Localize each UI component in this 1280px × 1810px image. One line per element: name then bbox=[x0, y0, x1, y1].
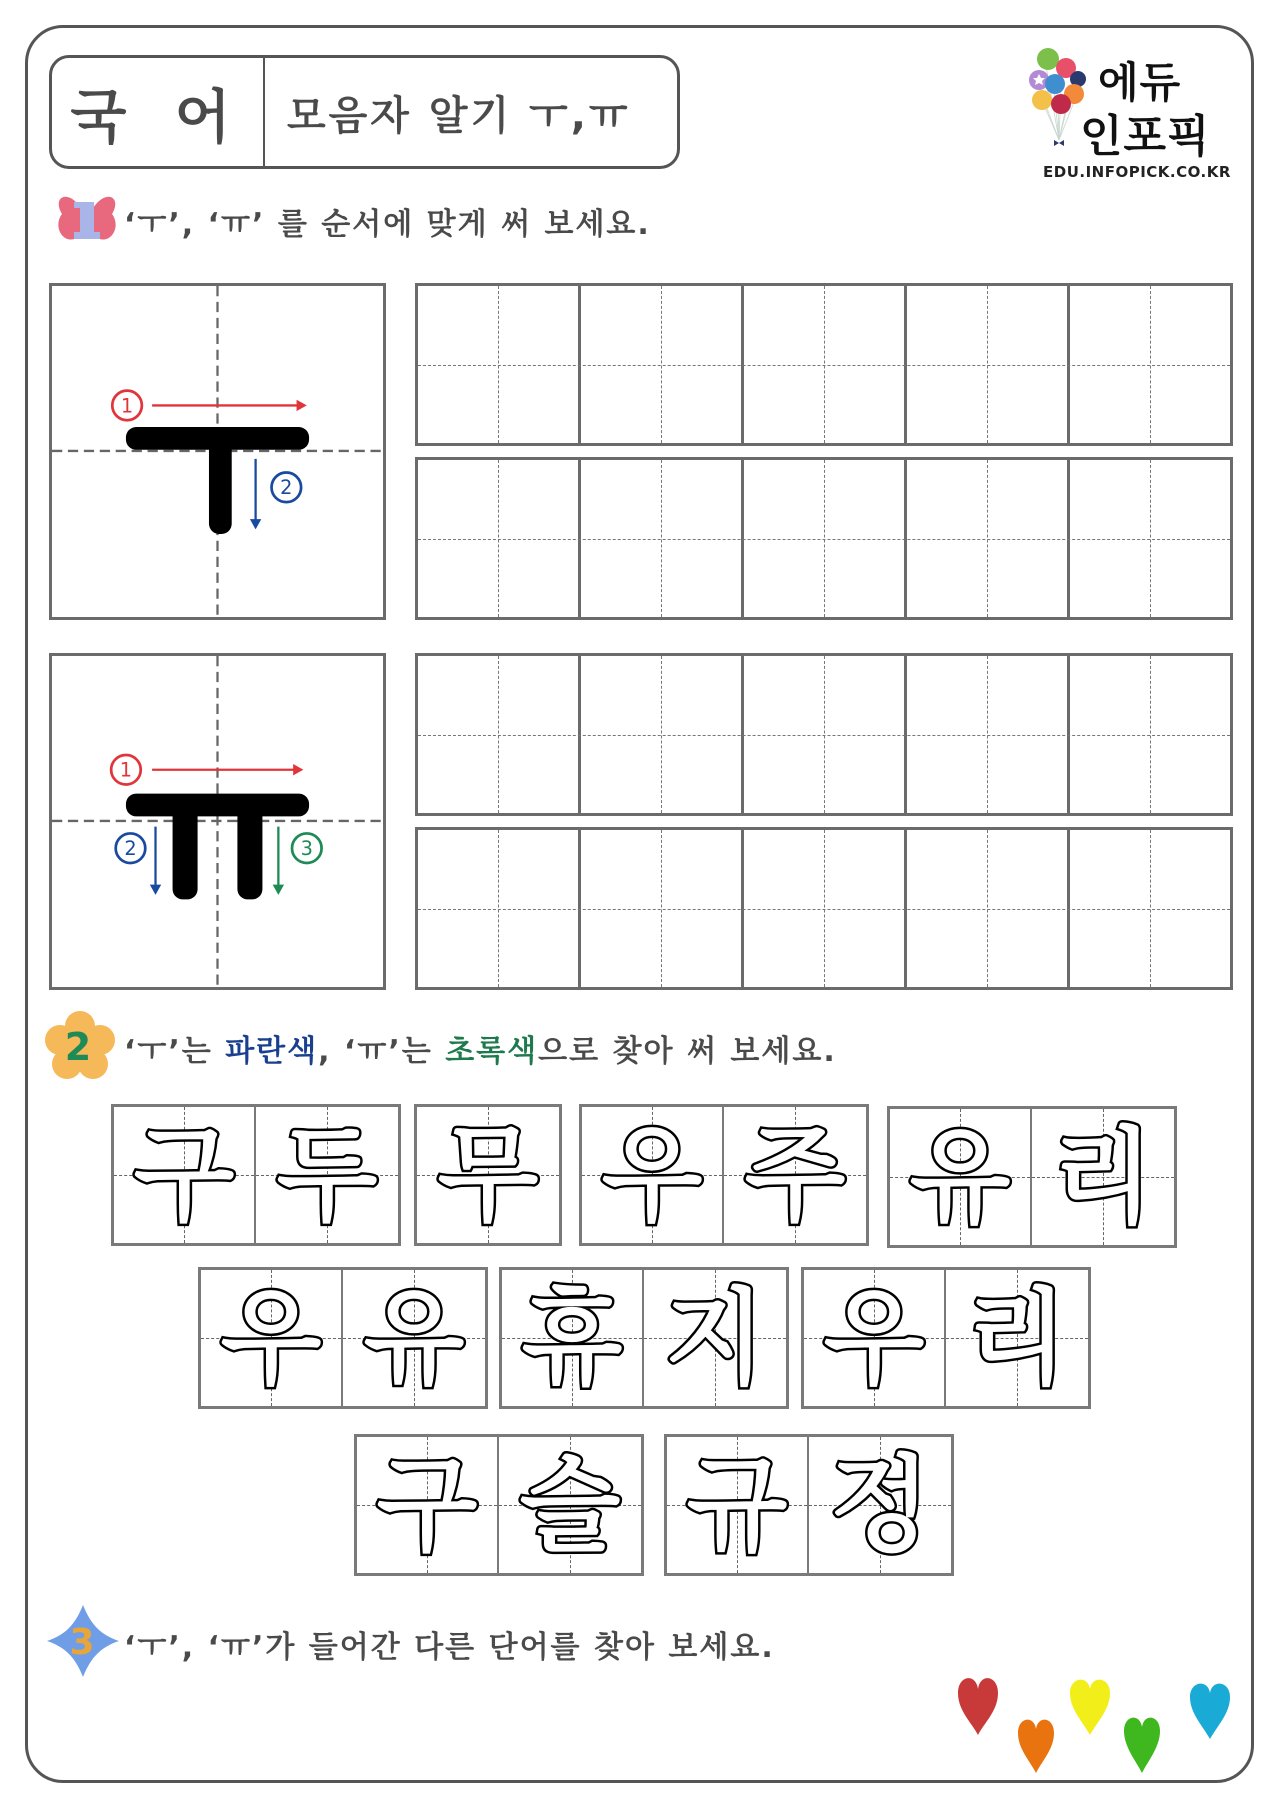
word-card[interactable] bbox=[664, 1434, 954, 1576]
logo-url: EDU.INFOPICK.CO.KR bbox=[1043, 163, 1231, 181]
blue-color-word: 파란색 bbox=[225, 1034, 319, 1069]
word-card[interactable] bbox=[801, 1267, 1091, 1409]
outline-char: 무 bbox=[437, 1114, 539, 1236]
word-char-cell[interactable] bbox=[1032, 1109, 1174, 1245]
logo-text-infopick: 인포픽 bbox=[1080, 111, 1211, 162]
practice-cell[interactable] bbox=[907, 286, 1070, 443]
title-box bbox=[49, 55, 680, 169]
word-char-cell[interactable] bbox=[343, 1270, 485, 1406]
practice-grid-yu-row-2[interactable] bbox=[415, 827, 1233, 990]
outline-char: 구 bbox=[133, 1114, 235, 1236]
subject-title: 국 어 bbox=[52, 58, 265, 166]
butterfly-badge-icon bbox=[56, 190, 118, 250]
practice-cell[interactable] bbox=[581, 286, 744, 443]
word-char-cell[interactable] bbox=[499, 1437, 641, 1573]
outline-char: 유 bbox=[909, 1116, 1011, 1238]
outline-char: 우 bbox=[220, 1277, 322, 1399]
practice-grid-u-row-1[interactable] bbox=[415, 283, 1233, 446]
outline-char: 정 bbox=[829, 1444, 931, 1566]
word-char-cell[interactable] bbox=[809, 1437, 951, 1573]
outline-char: 규 bbox=[686, 1444, 788, 1566]
hearts-decoration bbox=[950, 1675, 1250, 1775]
svg-text:2: 2 bbox=[64, 1025, 92, 1069]
word-char-cell[interactable] bbox=[946, 1270, 1088, 1406]
word-char-cell[interactable] bbox=[804, 1270, 946, 1406]
heart-icon bbox=[1124, 1718, 1160, 1773]
practice-cell[interactable] bbox=[1070, 460, 1230, 617]
word-card[interactable] bbox=[198, 1267, 488, 1409]
word-char-cell[interactable] bbox=[201, 1270, 343, 1406]
word-card[interactable] bbox=[354, 1434, 644, 1576]
stroke-order-model-yu bbox=[49, 653, 386, 990]
instruction-part: ‘ㅜ’는 bbox=[124, 1034, 226, 1069]
instruction-part: , ‘ㅠ’는 bbox=[318, 1034, 446, 1069]
word-card[interactable] bbox=[887, 1106, 1177, 1248]
word-card[interactable] bbox=[579, 1104, 869, 1246]
practice-cell[interactable] bbox=[418, 656, 581, 813]
section1-instruction: ‘ㅜ’, ‘ㅠ’ 를 순서에 맞게 써 보세요. bbox=[124, 207, 651, 242]
word-char-cell[interactable] bbox=[502, 1270, 644, 1406]
word-char-cell[interactable] bbox=[114, 1107, 256, 1243]
heart-icon bbox=[1018, 1720, 1054, 1773]
diamond-badge-icon bbox=[45, 1603, 121, 1679]
logo-text-edu: 에듀 bbox=[1098, 58, 1182, 107]
practice-cell[interactable] bbox=[418, 460, 581, 617]
practice-cell[interactable] bbox=[1070, 656, 1230, 813]
word-card[interactable] bbox=[414, 1104, 562, 1246]
word-card[interactable] bbox=[499, 1267, 789, 1409]
outline-char: 슬 bbox=[519, 1444, 621, 1566]
outline-char: 휴 bbox=[521, 1277, 623, 1399]
section3-instruction: ‘ㅜ’, ‘ㅠ’가 들어간 다른 단어를 찾아 보세요. bbox=[124, 1630, 775, 1665]
practice-cell[interactable] bbox=[1070, 830, 1230, 987]
practice-cell[interactable] bbox=[744, 286, 907, 443]
outline-char: 우 bbox=[601, 1114, 703, 1236]
outline-char: 두 bbox=[276, 1114, 378, 1236]
svg-text:2: 2 bbox=[280, 476, 293, 500]
outline-char: 리 bbox=[1052, 1116, 1154, 1238]
practice-cell[interactable] bbox=[907, 460, 1070, 617]
practice-cell[interactable] bbox=[907, 830, 1070, 987]
svg-text:3: 3 bbox=[300, 837, 313, 861]
practice-cell[interactable] bbox=[418, 286, 581, 443]
word-char-cell[interactable] bbox=[667, 1437, 809, 1573]
green-color-word: 초록색 bbox=[445, 1034, 539, 1069]
svg-text:1: 1 bbox=[119, 758, 133, 782]
word-char-cell[interactable] bbox=[890, 1109, 1032, 1245]
outline-char: 유 bbox=[363, 1277, 465, 1399]
practice-grid-u-row-2[interactable] bbox=[415, 457, 1233, 620]
section2-instruction bbox=[124, 1026, 837, 1070]
practice-cell[interactable] bbox=[744, 656, 907, 813]
heart-icon bbox=[1070, 1680, 1110, 1735]
word-char-cell[interactable] bbox=[724, 1107, 866, 1243]
stroke-order-model-u bbox=[49, 283, 386, 620]
outline-char: 리 bbox=[966, 1277, 1068, 1399]
topic-title: 모음자 알기 ㅜ,ㅠ bbox=[287, 92, 631, 139]
svg-text:2: 2 bbox=[124, 837, 137, 861]
practice-cell[interactable] bbox=[907, 656, 1070, 813]
practice-cell[interactable] bbox=[581, 830, 744, 987]
practice-cell[interactable] bbox=[744, 460, 907, 617]
practice-cell[interactable] bbox=[1070, 286, 1230, 443]
word-char-cell[interactable] bbox=[644, 1270, 786, 1406]
practice-cell[interactable] bbox=[744, 830, 907, 987]
word-char-cell[interactable] bbox=[417, 1107, 559, 1243]
svg-text:3: 3 bbox=[69, 1622, 95, 1663]
practice-cell[interactable] bbox=[581, 460, 744, 617]
practice-grid-yu-row-1[interactable] bbox=[415, 653, 1233, 816]
flower-badge-icon bbox=[45, 1010, 115, 1082]
practice-cell[interactable] bbox=[581, 656, 744, 813]
instruction-part: 으로 찾아 써 보세요. bbox=[538, 1034, 837, 1069]
svg-text:1: 1 bbox=[120, 394, 134, 418]
outline-char: 주 bbox=[744, 1114, 846, 1236]
word-card[interactable] bbox=[111, 1104, 401, 1246]
heart-icon bbox=[958, 1678, 998, 1735]
word-char-cell[interactable] bbox=[582, 1107, 724, 1243]
word-char-cell[interactable] bbox=[256, 1107, 398, 1243]
outline-char: 지 bbox=[664, 1277, 766, 1399]
outline-char: 우 bbox=[823, 1277, 925, 1399]
heart-icon bbox=[1190, 1684, 1230, 1739]
practice-cell[interactable] bbox=[418, 830, 581, 987]
word-char-cell[interactable] bbox=[357, 1437, 499, 1573]
outline-char: 구 bbox=[376, 1444, 478, 1566]
